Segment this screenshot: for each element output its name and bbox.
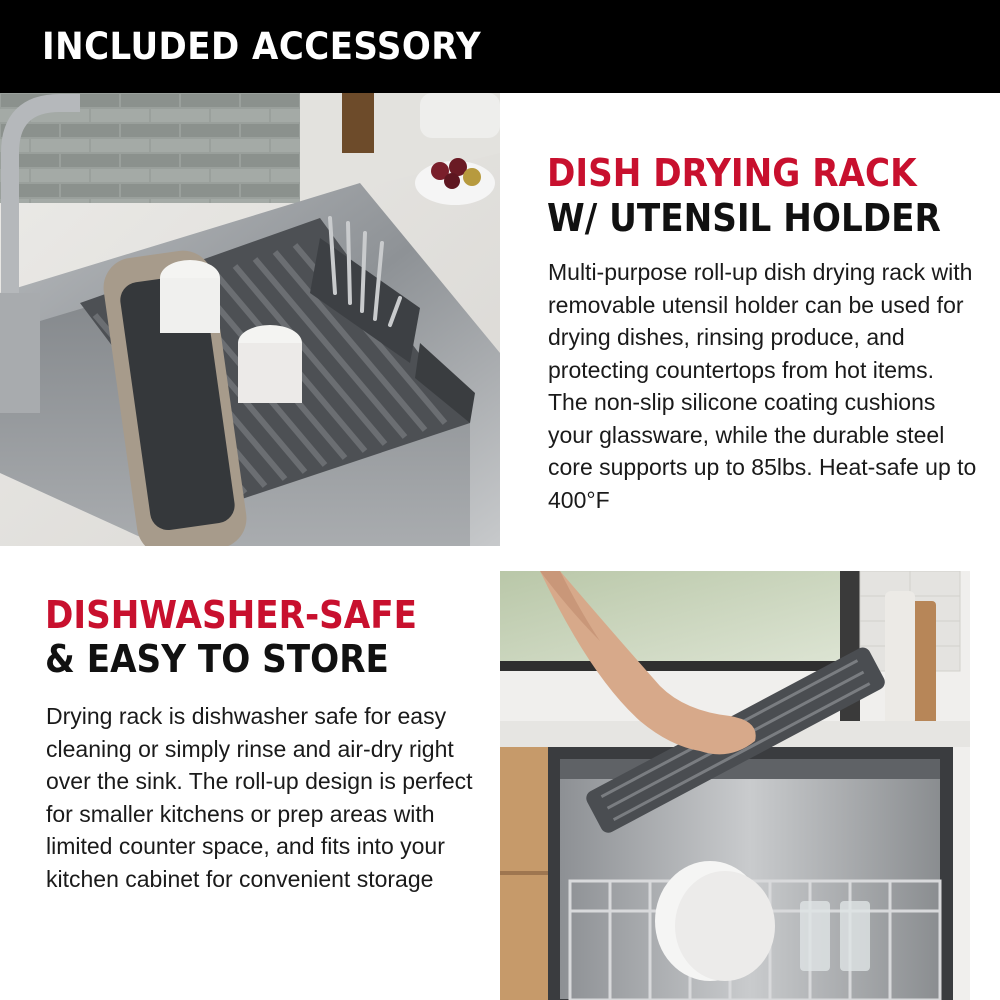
sink-rack-illustration [0, 93, 500, 546]
banner-title: INCLUDED ACCESSORY [42, 25, 482, 68]
dishwasher-photo [500, 571, 1000, 1000]
sink-rack-photo [0, 93, 500, 546]
rack-heading-line2: W/ UTENSIL HOLDER [547, 196, 941, 240]
dishwasher-heading-line2: & EASY TO STORE [45, 637, 389, 681]
dishwasher-heading-line1: DISHWASHER-SAFE [45, 593, 417, 637]
dishwasher-illustration [500, 571, 1000, 1000]
rack-description: Multi-purpose roll-up dish drying rack with removable utensil holder can be used for drying dishes, rinsing produce, and protecting countertops from hot items. The non-slip silicone coating cushions your glassware, while the durable steel core supports up to 85lbs. Heat-safe up to 400°F [548, 259, 977, 513]
dishwasher-description: Drying rack is dishwasher safe for easy cleaning or simply rinse and air-dry right over the sink. The roll-up design is perfect for smaller kitchens or prep areas with limited counter space, and fits into your kitchen cabinet for convenient storage [46, 703, 473, 892]
header-banner [0, 0, 1000, 93]
rack-heading-line1: DISH DRYING RACK [547, 151, 917, 195]
